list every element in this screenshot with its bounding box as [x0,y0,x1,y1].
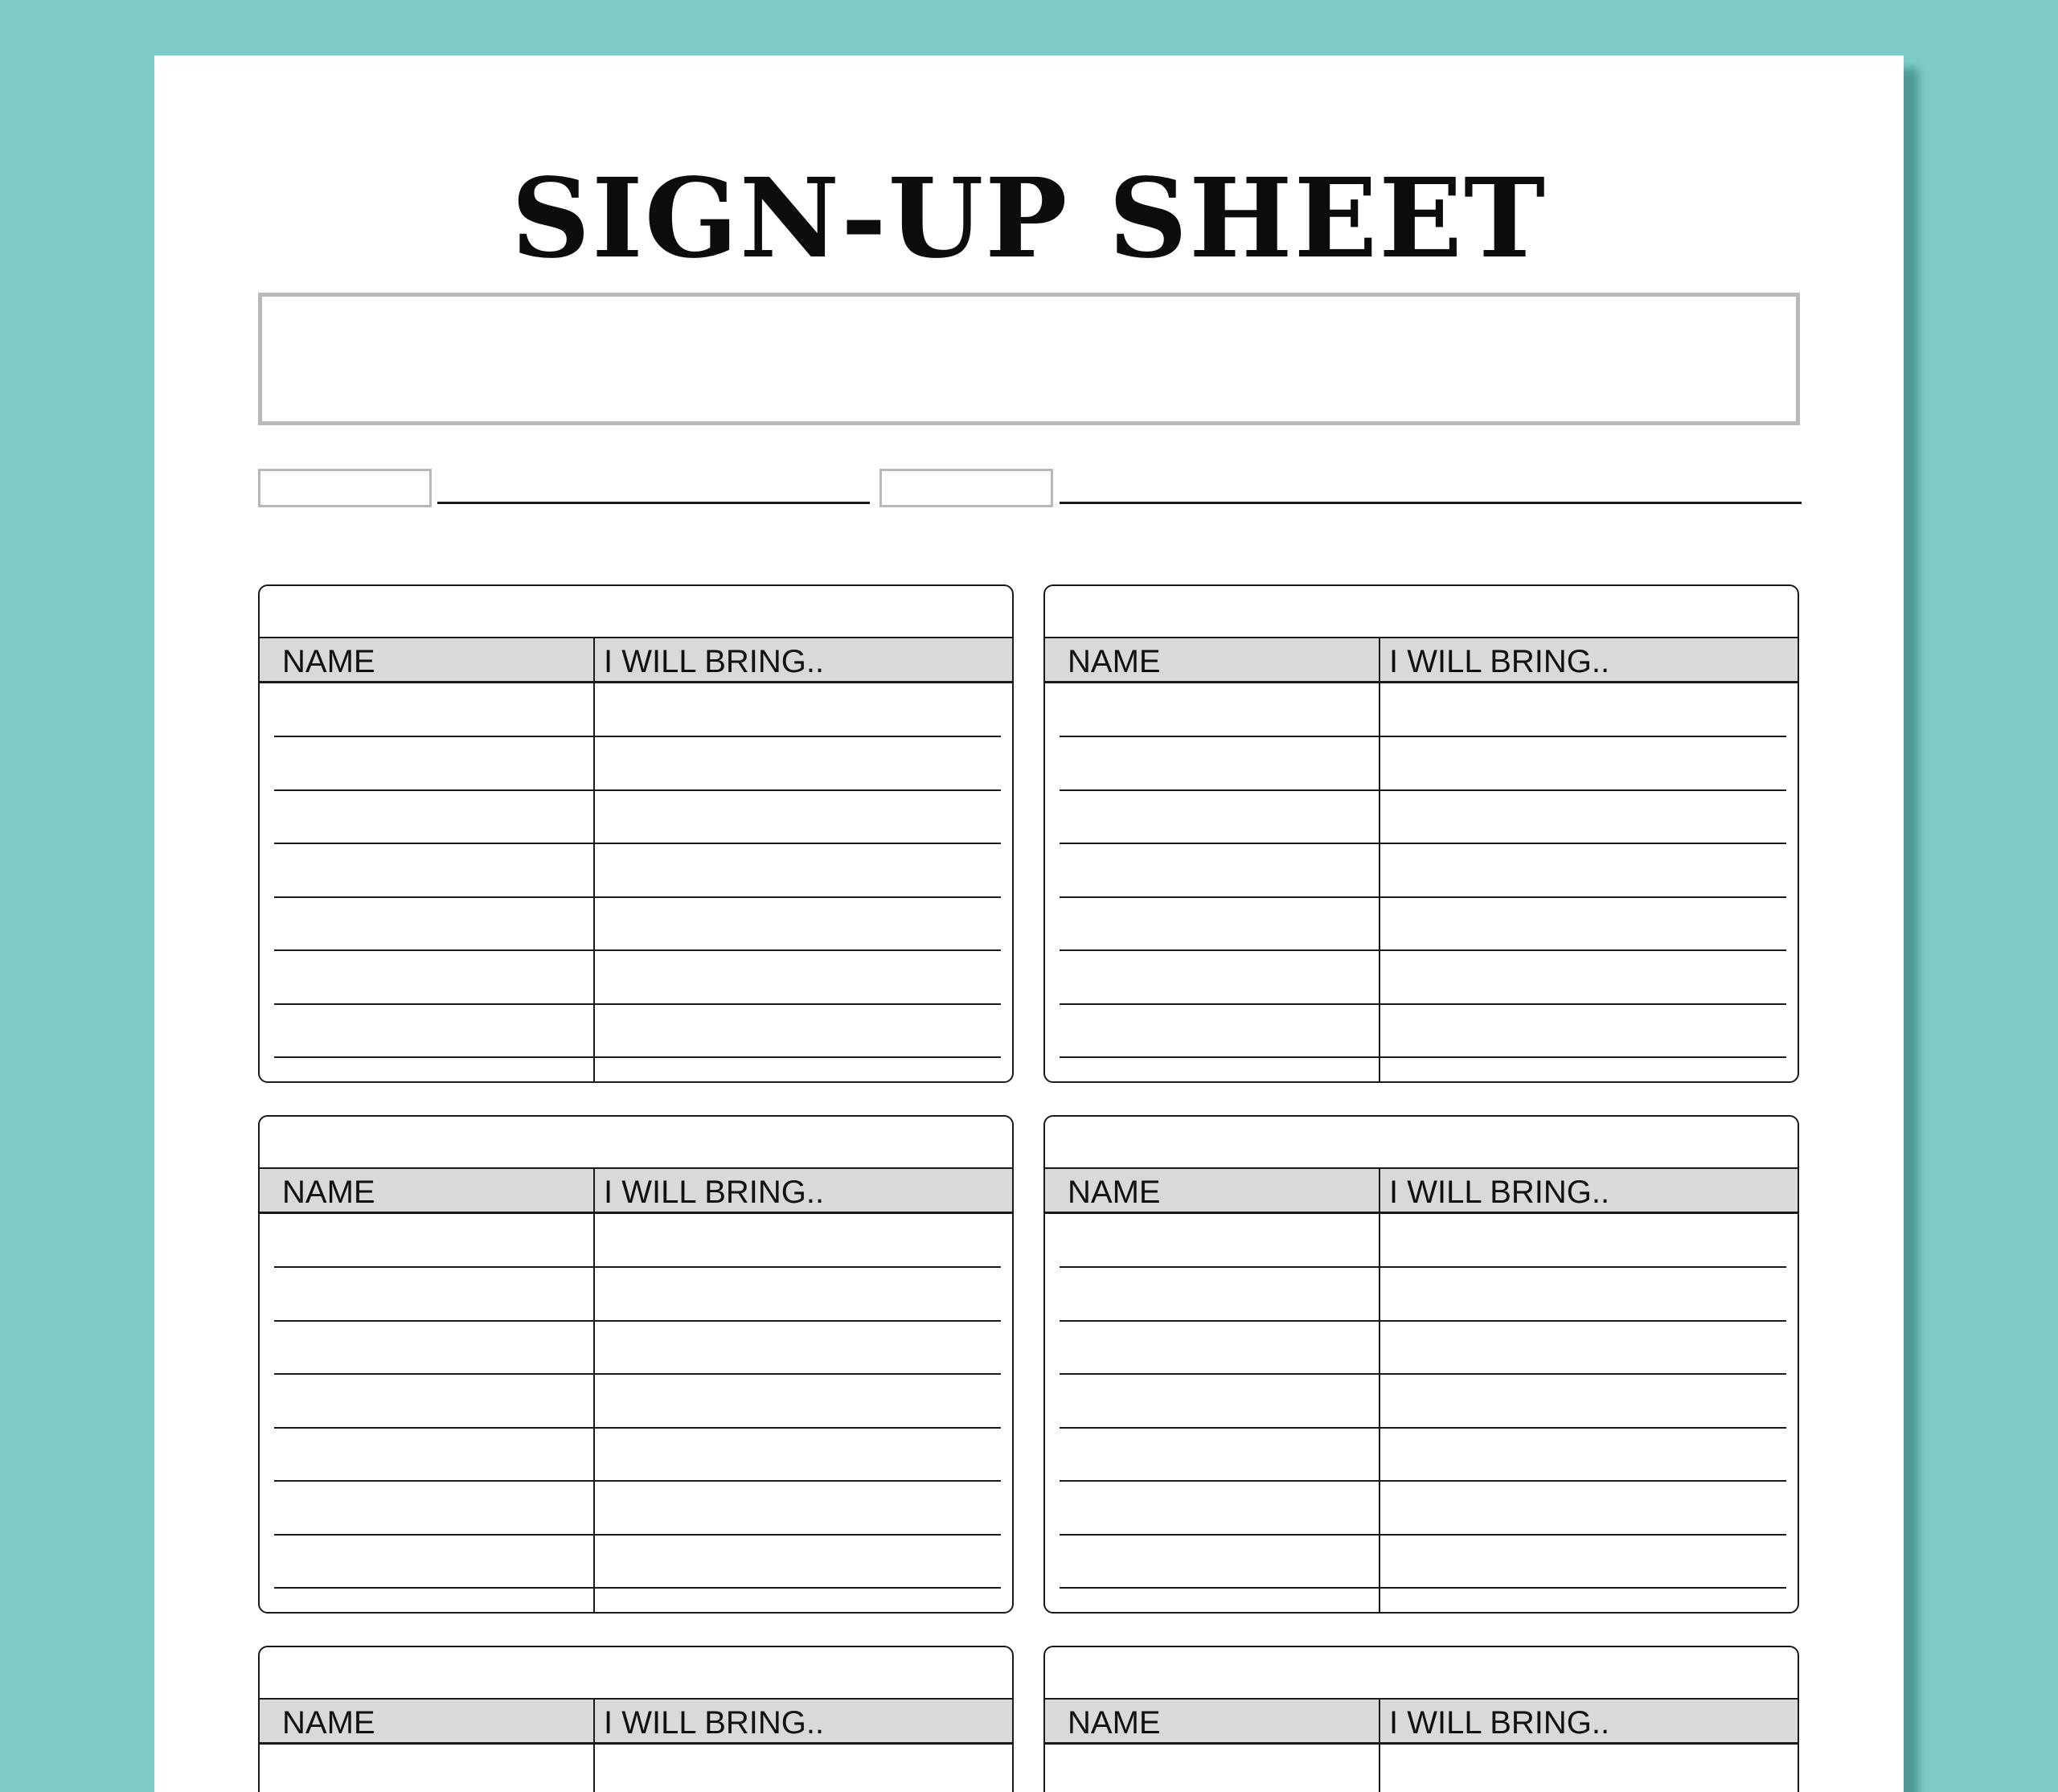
signup-card-top-left [258,584,1014,1083]
entry-row-line[interactable] [1060,1373,1786,1375]
entry-row-line[interactable] [274,1534,1001,1536]
entry-row-line[interactable] [1060,1427,1786,1429]
column-divider [1379,1698,1380,1792]
name-column-header: NAME [1068,1705,1161,1741]
card-title-area[interactable] [1045,586,1798,637]
entry-row-line[interactable] [1060,1587,1786,1589]
entry-row-line[interactable] [1060,736,1786,737]
name-column-header: NAME [282,1175,375,1210]
entry-row-line[interactable] [274,736,1001,737]
entry-row-line[interactable] [274,1587,1001,1589]
card-title-area[interactable] [1045,1647,1798,1698]
entry-row-line[interactable] [274,1266,1001,1268]
card-title-area[interactable] [1045,1117,1798,1167]
entry-row-line[interactable] [274,1427,1001,1429]
bring-column-header: I WILL BRING.. [1389,1705,1610,1741]
table-header-row [1045,1698,1798,1745]
entry-row-line[interactable] [274,896,1001,898]
signup-card-middle-left [258,1115,1014,1614]
entry-row-line[interactable] [274,1003,1001,1005]
bring-column-header: I WILL BRING.. [604,644,825,679]
column-divider [1379,1167,1380,1614]
entry-row-line[interactable] [274,949,1001,951]
name-column-header: NAME [1068,1175,1161,1210]
entry-row-line[interactable] [1060,1003,1786,1005]
entry-row-line[interactable] [1060,896,1786,898]
bring-column-header: I WILL BRING.. [604,1175,825,1210]
write-in-line-left[interactable] [437,502,870,504]
entry-row-line[interactable] [1060,789,1786,791]
column-divider [1379,637,1380,1083]
column-divider [593,1167,595,1614]
name-column-header: NAME [1068,644,1161,679]
card-title-area[interactable] [260,586,1012,637]
name-column-header: NAME [282,644,375,679]
event-title-box[interactable] [258,293,1800,425]
entry-row-line[interactable] [274,1480,1001,1482]
entry-row-line[interactable] [274,1056,1001,1058]
column-divider [593,637,595,1083]
signup-card-bottom-right [1043,1646,1799,1792]
entry-row-line[interactable] [1060,843,1786,844]
table-header-row [260,1698,1012,1745]
sign-up-sheet-page [154,55,1904,1792]
entry-row-line[interactable] [274,843,1001,844]
column-divider [593,1698,595,1792]
entry-row-line[interactable] [1060,1534,1786,1536]
bring-column-header: I WILL BRING.. [1389,644,1610,679]
label-box-left [258,469,432,507]
entry-row-line[interactable] [1060,1320,1786,1322]
table-header-row [1045,637,1798,683]
signup-card-middle-right [1043,1115,1799,1614]
entry-row-line[interactable] [274,789,1001,791]
table-header-row [260,1167,1012,1214]
entry-row-line[interactable] [1060,1266,1786,1268]
entry-row-line[interactable] [1060,949,1786,951]
bring-column-header: I WILL BRING.. [604,1705,825,1741]
card-title-area[interactable] [260,1647,1012,1698]
entry-row-line[interactable] [274,1373,1001,1375]
entry-row-line[interactable] [1060,1480,1786,1482]
page-title: SIGN-UP SHEET [510,154,1548,283]
label-box-right [879,469,1053,507]
table-header-row [1045,1167,1798,1214]
name-column-header: NAME [282,1705,375,1741]
signup-card-bottom-left [258,1646,1014,1792]
bring-column-header: I WILL BRING.. [1389,1175,1610,1210]
entry-row-line[interactable] [274,1320,1001,1322]
entry-row-line[interactable] [1060,1056,1786,1058]
signup-card-top-right [1043,584,1799,1083]
table-header-row [260,637,1012,683]
write-in-line-right[interactable] [1060,502,1802,504]
card-title-area[interactable] [260,1117,1012,1167]
